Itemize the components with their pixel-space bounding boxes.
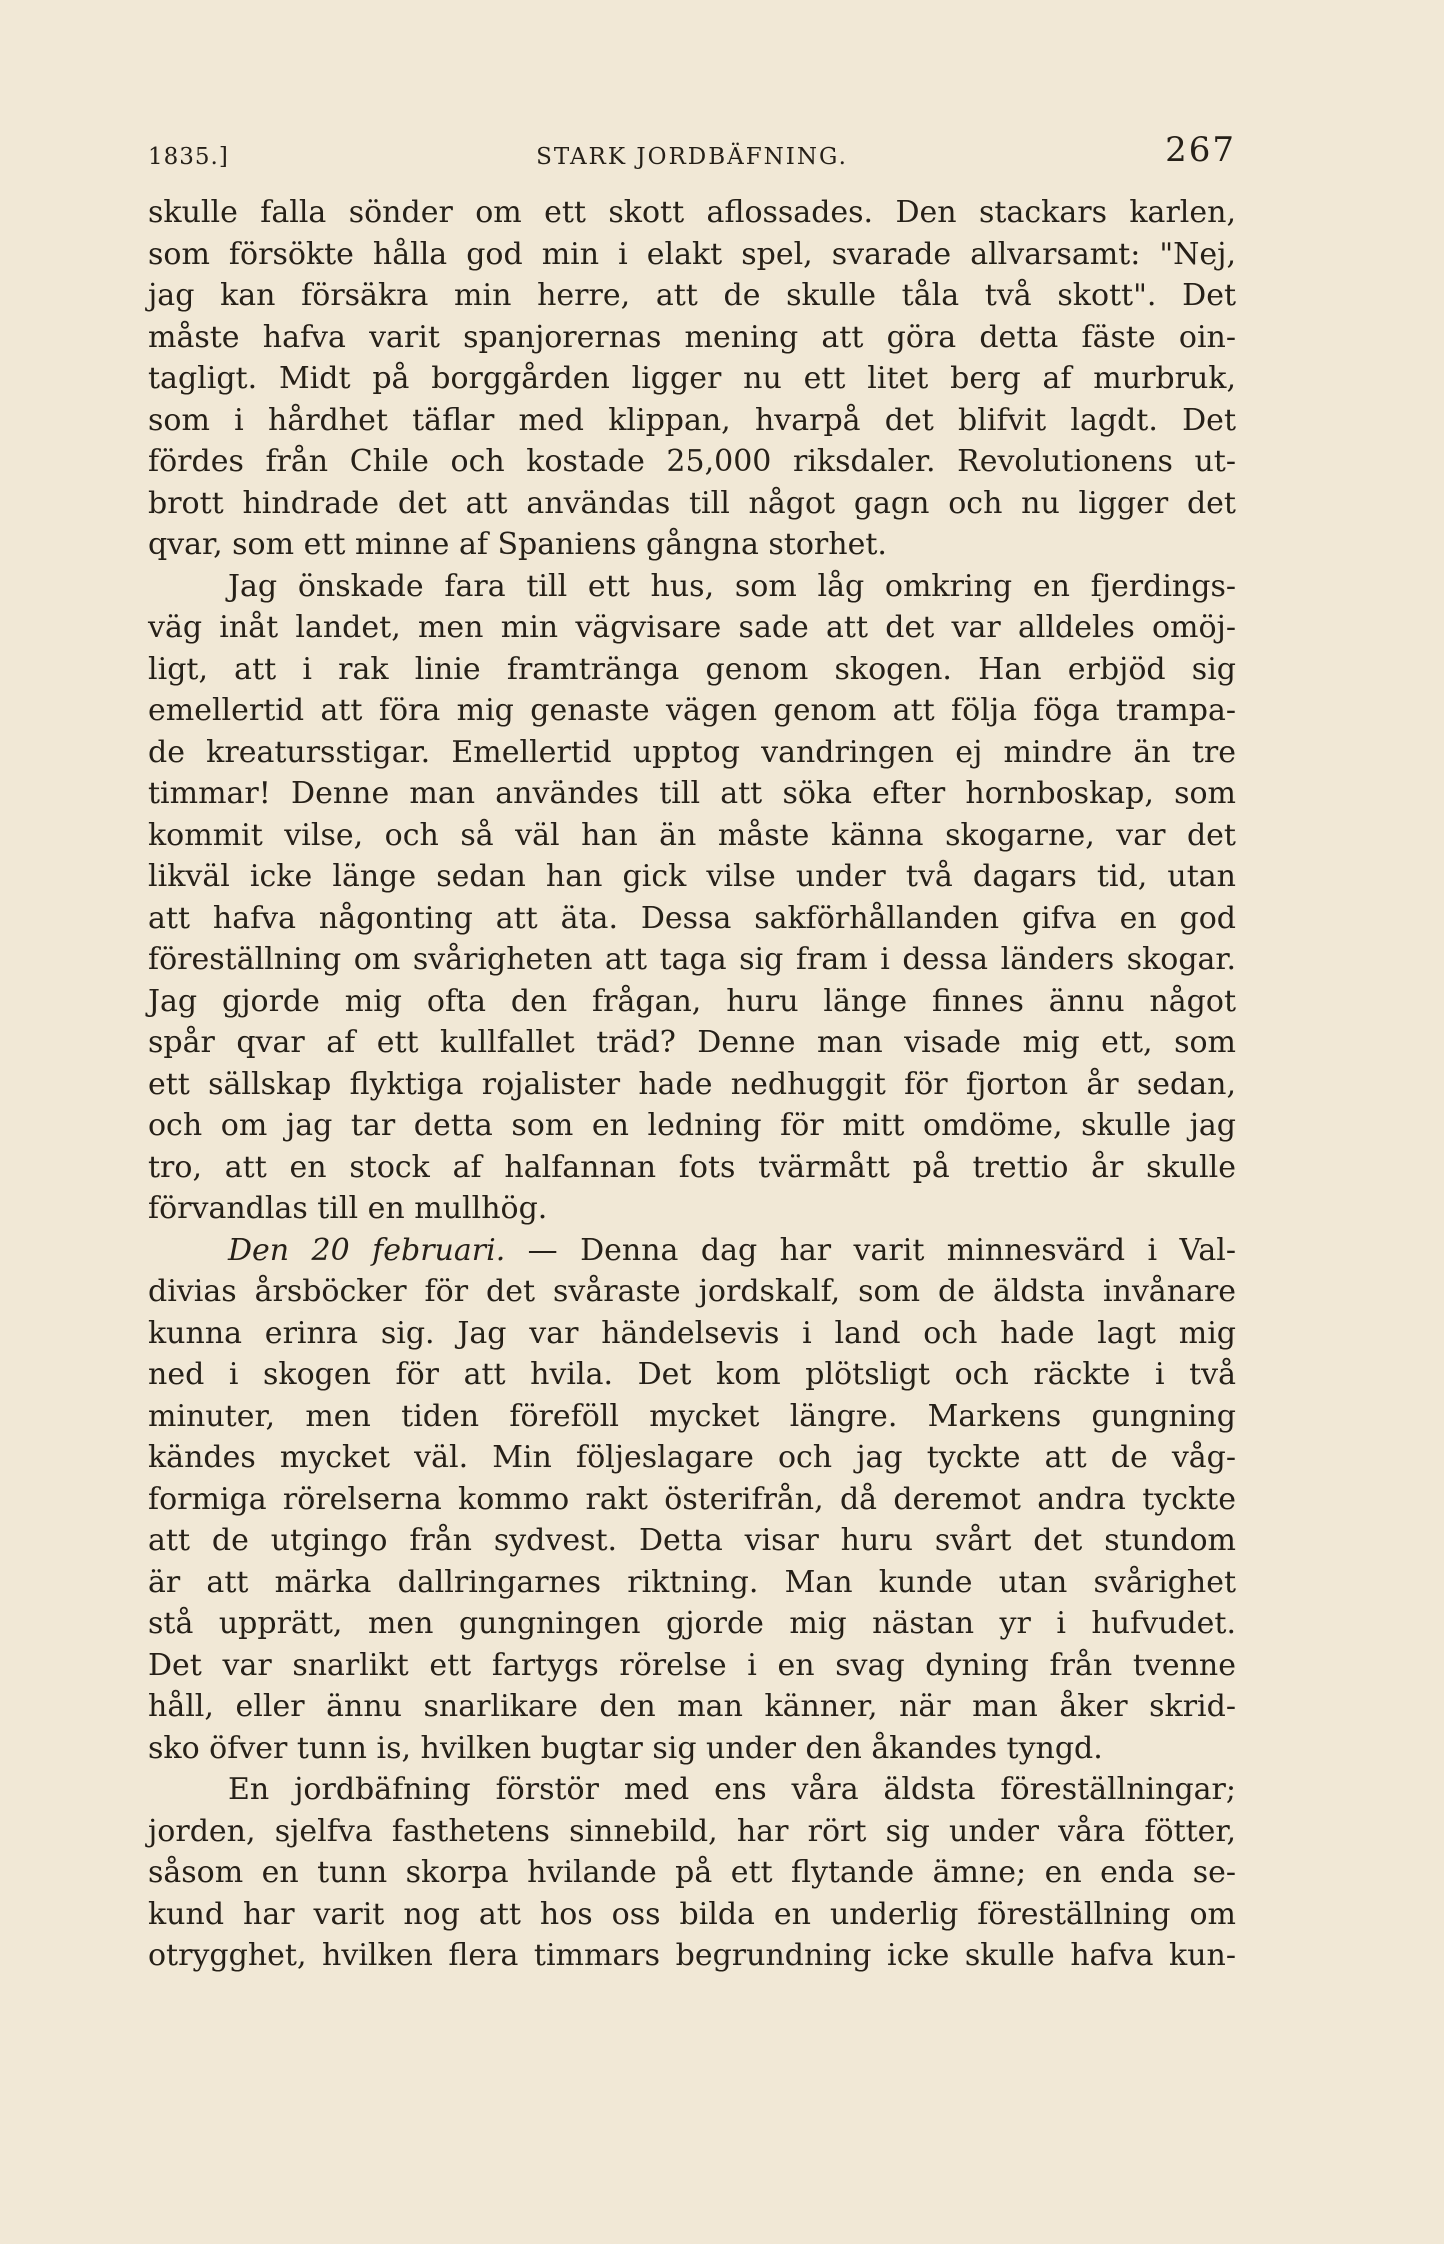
text-line: sko öfver tunn is, hvilken bugtar sig under den åkandes tyngd. — [148, 1730, 1103, 1766]
text-line: som försökte hålla god min i elakt spel, svarade allvarsamt: "Nej, — [148, 236, 1236, 272]
text-line: jorden, sjelfva fasthetens sinnebild, har rört sig under våra fötter, — [148, 1813, 1236, 1849]
text-line: väg inåt landet, men min vägvisare sade att det var alldeles omöj- — [148, 610, 1236, 645]
text-line: stå upprätt, men gungningen gjorde mig nästan yr i hufvudet. — [148, 1606, 1236, 1641]
text-line: föreställning om svårigheten att taga sig fram i dessa länders skogar. — [148, 942, 1236, 977]
text-line: och om jag tar detta som en ledning för mitt omdöme, skulle jag — [148, 1108, 1236, 1143]
text-line: måste hafva varit spanjorernas mening att göra detta fäste oin- — [148, 319, 1236, 355]
page-number: 267 — [1165, 130, 1236, 170]
text-line: såsom en tunn skorpa hvilande på ett flytande ämne; en enda se- — [148, 1855, 1236, 1890]
text-line: är att märka dallringarnes riktning. Man kunde utan svårighet — [148, 1564, 1236, 1600]
text-line: likväl icke länge sedan han gick vilse under två dagars tid, utan — [148, 859, 1236, 894]
text-line: skulle falla sönder om ett skott aflossades. Den stackars karlen, — [148, 195, 1236, 230]
text-line: kommit vilse, och så väl han än måste känna skogarne, var det — [148, 817, 1236, 853]
date-heading-line — [148, 1230, 1236, 1272]
running-head — [148, 120, 1236, 170]
text-line: spår qvar af ett kullfallet träd? Denne man visade mig ett, som — [148, 1025, 1236, 1060]
text-line: förvandlas till en mullhög. — [148, 1191, 548, 1226]
text-line: jag kan försäkra min herre, att de skulle tåla två skott". Det — [148, 278, 1236, 313]
text-line: brott hindrade det att användas till något gagn och nu ligger det — [148, 485, 1236, 521]
text-line: otrygghet, hvilken flera timmars begrundning icke skulle hafva kun- — [148, 1938, 1236, 1973]
body-text — [148, 192, 1236, 1977]
text-line: kund har varit nog att hos oss bilda en underlig föreställning om — [148, 1896, 1236, 1932]
text-line: Jag önskade fara till ett hus, som låg omkring en fjerdings- — [228, 568, 1236, 604]
text-line: minuter, men tiden föreföll mycket längre. Markens gungning — [148, 1398, 1236, 1434]
text-line: Jag gjorde mig ofta den frågan, huru länge finnes ännu något — [148, 983, 1236, 1019]
header-title: STARK JORDBÄFNING. — [536, 144, 848, 170]
text-line: de kreatursstigar. Emellertid upptog vandringen ej mindre än tre — [148, 734, 1236, 770]
text-line: ned i skogen för att hvila. Det kom plötsligt och räckte i två — [148, 1357, 1236, 1392]
text-line: timmar! Denne man användes till att söka efter hornboskap, som — [148, 776, 1236, 811]
text-line: formiga rörelserna kommo rakt österifrån, då deremot andra tyckte — [148, 1481, 1236, 1517]
date-dash: — — [527, 1232, 558, 1268]
text-line: kunna erinra sig. Jag var händelsevis i land och hade lagt mig — [148, 1315, 1236, 1351]
text-line: fördes från Chile och kostade 25,000 riksdaler. Revolutionens ut- — [148, 444, 1236, 479]
text-line: divias årsböcker för det svåraste jordskalf, som de äldsta invånare — [148, 1274, 1236, 1309]
text-line: ligt, att i rak linie framtränga genom skogen. Han erbjöd sig — [148, 651, 1236, 687]
text-line: Det var snarlikt ett fartygs rörelse i en svag dyning från tvenne — [148, 1647, 1236, 1683]
header-year: 1835.] — [148, 144, 229, 170]
text-line: Denna dag har varit minnesvärd i Val- — [580, 1232, 1236, 1268]
text-line: tagligt. Midt på borggården ligger nu ett litet berg af murbruk, — [148, 361, 1236, 396]
text-line: håll, eller ännu snarlikare den man känner, när man åker skrid- — [148, 1689, 1236, 1724]
text-line: ett sällskap flyktiga rojalister hade nedhuggit för fjorton år sedan, — [148, 1066, 1236, 1102]
date-heading: Den 20 februari. — [228, 1232, 506, 1268]
text-line: som i hårdhet täflar med klippan, hvarpå det blifvit lagdt. Det — [148, 402, 1236, 438]
text-line: qvar, som ett minne af Spaniens gångna storhet. — [148, 527, 887, 562]
text-line: tro, att en stock af halfannan fots tvärmått på trettio år skulle — [148, 1149, 1236, 1185]
text-line: att hafva någonting att äta. Dessa sakförhållanden gifva en god — [148, 900, 1236, 936]
text-line: kändes mycket väl. Min följeslagare och jag tyckte att de våg- — [148, 1440, 1236, 1475]
text-line: att de utgingo från sydvest. Detta visar huru svårt det stundom — [148, 1523, 1236, 1558]
text-line: emellertid att föra mig genaste vägen genom att följa föga trampa- — [148, 693, 1236, 728]
text-line: En jordbäfning förstör med ens våra äldsta föreställningar; — [228, 1772, 1236, 1807]
